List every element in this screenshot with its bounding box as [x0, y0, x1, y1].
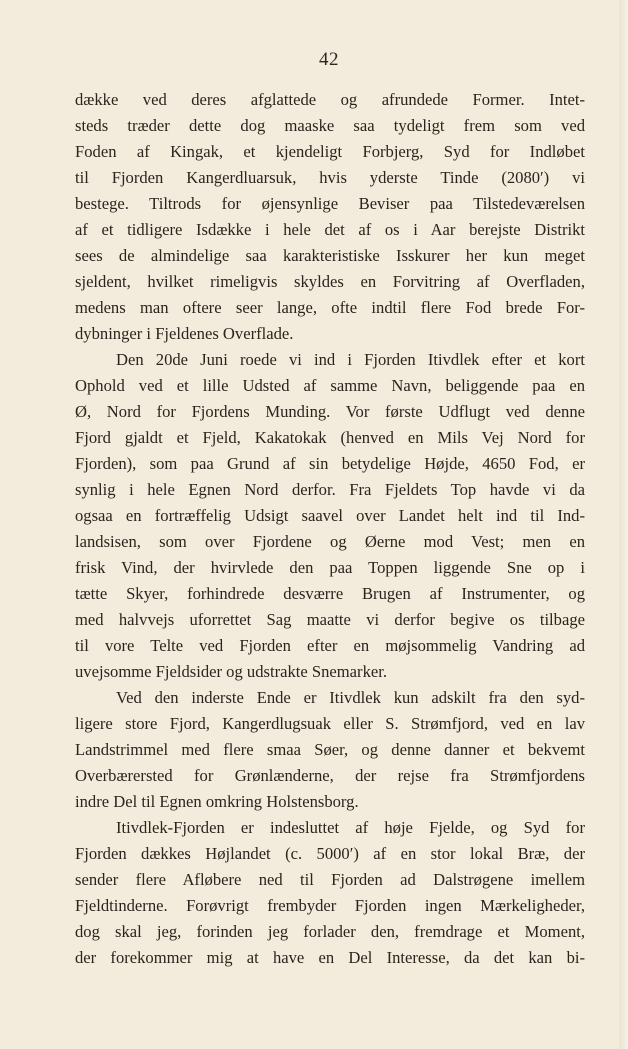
- text-line: Foden af Kingak, et kjendeligt Forbjerg, Syd for Indløbet: [75, 142, 585, 161]
- text-line: uvejsomme Fjeldsider og udstrakte Snemarker.: [75, 662, 387, 681]
- text-line: til vore Telte ved Fjorden efter en møjsommelig Vandring ad: [75, 636, 585, 655]
- text-line: med halvvejs uforrettet Sag maatte vi derfor begive os tilbage: [75, 610, 585, 629]
- text-line: Fjorden dækkes Højlandet (c. 5000′) af en stor lokal Bræ, der: [75, 844, 585, 863]
- page-number: 42: [319, 49, 339, 70]
- paragraph-start-line: Itivdlek-Fjorden er indesluttet af høje Fjelde, og Syd for: [116, 818, 585, 837]
- text-line: indre Del til Egnen omkring Holstensborg.: [75, 792, 359, 811]
- text-line: Ø, Nord for Fjordens Munding. Vor første Udflugt ved denne: [75, 402, 585, 421]
- paragraph-start-line: Ved den inderste Ende er Itivdlek kun adskilt fra den syd-: [116, 688, 585, 707]
- text-line: sender flere Afløbere ned til Fjorden ad Dalstrøgene imellem: [75, 870, 585, 889]
- text-line: dybninger i Fjeldenes Overflade.: [75, 324, 294, 343]
- text-line: sjeldent, hvilket rimeligvis skyldes en Forvitring af Overfladen,: [75, 272, 585, 291]
- text-line: sees de almindelige saa karakteristiske Isskurer her kun meget: [75, 246, 585, 265]
- text-line: til Fjorden Kangerdluarsuk, hvis yderste Tinde (2080′) vi: [75, 168, 585, 187]
- text-line: af et tidligere Isdække i hele det af os i Aar berejste Distrikt: [75, 220, 585, 239]
- text-line: dog skal jeg, forinden jeg forlader den, fremdrage et Moment,: [75, 922, 585, 941]
- text-line: Fjorden), som paa Grund af sin betydelige Højde, 4650 Fod, er: [75, 454, 585, 473]
- text-line: bestege. Tiltrods for øjensynlige Beviser paa Tilstedeværelsen: [75, 194, 585, 213]
- text-line: frisk Vind, der hvirvlede den paa Toppen liggende Sne op i: [75, 558, 585, 577]
- text-line: Fjeldtinderne. Forøvrigt frembyder Fjorden ingen Mærkeligheder,: [75, 896, 585, 915]
- text-line: synlig i hele Egnen Nord derfor. Fra Fjeldets Top havde vi da: [75, 480, 585, 499]
- text-line: ogsaa en fortræffelig Udsigt saavel over Landet helt ind til Ind-: [75, 506, 585, 525]
- text-line: tætte Skyer, forhindrede desværre Brugen af Instrumenter, og: [75, 584, 585, 603]
- text-line: Overbærersted for Grønlænderne, der rejse fra Strømfjordens: [75, 766, 585, 785]
- text-line: Fjord gjaldt et Fjeld, Kakatokak (henved en Mils Vej Nord for: [75, 428, 585, 447]
- text-line: Ophold ved et lille Udsted af samme Navn, beliggende paa en: [75, 376, 585, 395]
- text-line: medens man oftere seer lange, ofte indtil flere Fod brede For-: [75, 298, 585, 317]
- text-line: ligere store Fjord, Kangerdlugsuak eller S. Strømfjord, ved en lav: [75, 714, 585, 733]
- paragraph-start-line: Den 20de Juni roede vi ind i Fjorden Itivdlek efter et kort: [116, 350, 585, 369]
- text-line: steds træder dette dog maaske saa tydeligt frem som ved: [75, 116, 585, 135]
- page-edge-shadow: [619, 0, 628, 1049]
- text-line: Landstrimmel med flere smaa Søer, og denne danner et bekvemt: [75, 740, 585, 759]
- text-line: dække ved deres afglattede og afrundede Former. Intet-: [75, 90, 585, 109]
- text-line: landsisen, som over Fjordene og Øerne mod Vest; men en: [75, 532, 585, 551]
- text-line: der forekommer mig at have en Del Interesse, da det kan bi-: [75, 948, 585, 967]
